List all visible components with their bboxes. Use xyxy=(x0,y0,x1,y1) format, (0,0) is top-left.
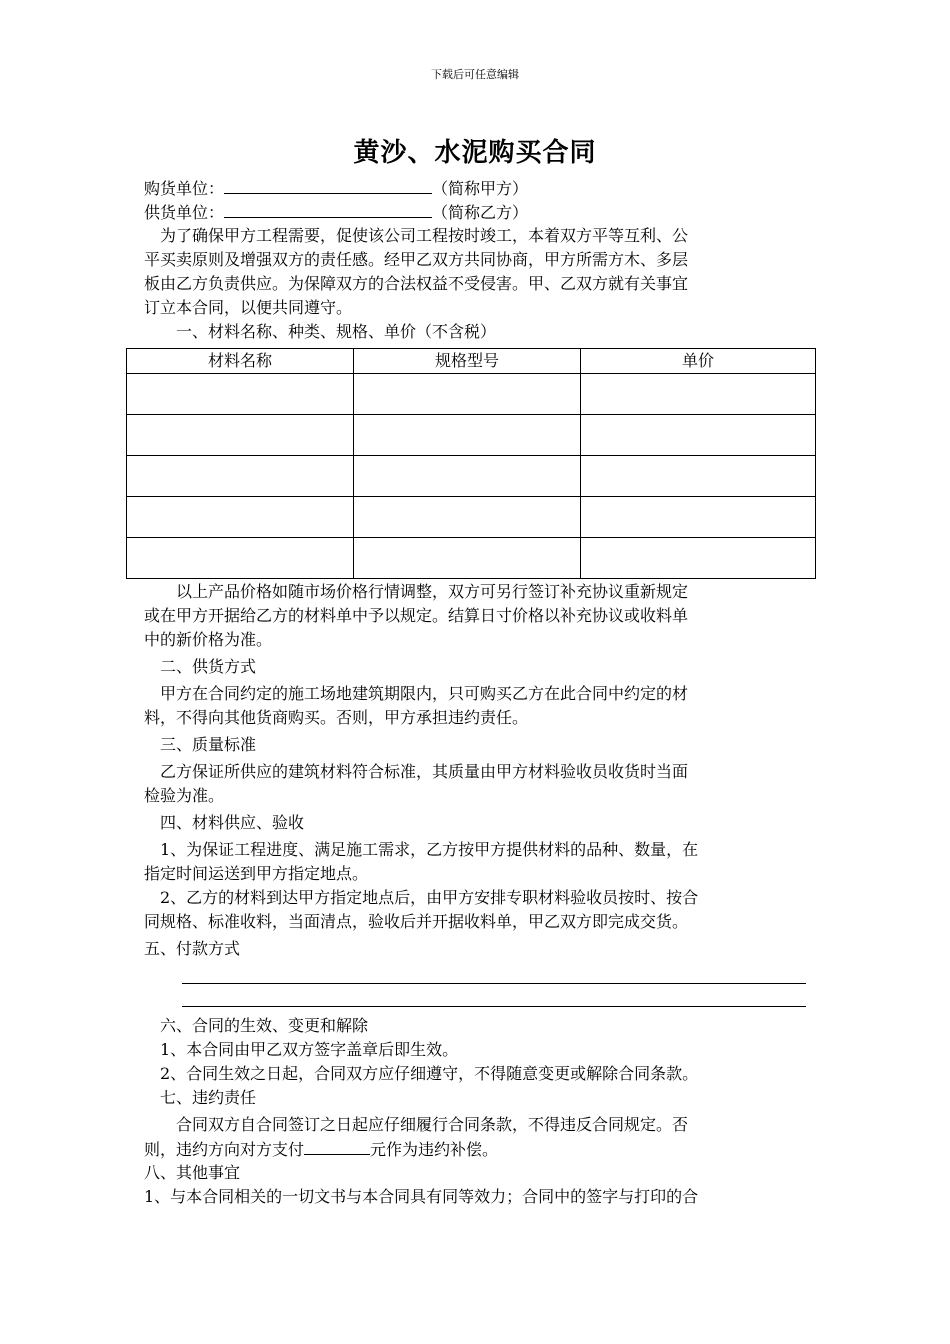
seller-suffix: （简称乙方） xyxy=(432,203,529,222)
section-6-line: 1、本合同由甲乙双方签字盖章后即生效。 xyxy=(144,1040,459,1059)
section-3-line: 乙方保证所供应的建筑材料符合标准，其质量由甲方材料验收员收货时当面 xyxy=(144,762,689,781)
table-row xyxy=(127,415,816,456)
table-row xyxy=(127,538,816,579)
buyer-suffix: （简称甲方） xyxy=(432,179,529,198)
table-cell[interactable] xyxy=(581,456,816,497)
payment-blank-line[interactable] xyxy=(182,984,806,1007)
seller-label: 供货单位： xyxy=(144,203,225,222)
section-5-title: 五、付款方式 xyxy=(144,939,241,958)
buyer-blank[interactable] xyxy=(224,176,432,194)
table-cell[interactable] xyxy=(354,415,581,456)
section-4-line: 2、乙方的材料到达甲方指定地点后，由甲方安排专职材料验收员按时、按合 xyxy=(144,888,699,907)
table-cell[interactable] xyxy=(354,538,581,579)
section-2-title: 二、供货方式 xyxy=(144,657,257,676)
section-8-line: 1、与本合同相关的一切文书与本合同具有同等效力；合同中的签字与打印的合 xyxy=(144,1187,699,1206)
section-6-line: 2、合同生效之日起，合同双方应仔细遵守，不得随意变更或解除合同条款。 xyxy=(144,1064,699,1083)
buyer-label: 购货单位： xyxy=(144,179,225,198)
section-2-line: 甲方在合同约定的施工场地建筑期限内，只可购买乙方在此合同中约定的材 xyxy=(144,684,689,703)
intro-line: 为了确保甲方工程需要，促使该公司工程按时竣工，本着双方平等互利、公 xyxy=(144,226,689,245)
table-row xyxy=(127,374,816,415)
section-2-line: 料，不得向其他货商购买。否则，甲方承担违约责任。 xyxy=(144,708,529,727)
column-header: 材料名称 xyxy=(127,349,354,374)
penalty-amount-blank[interactable] xyxy=(304,1137,370,1155)
section-7-line xyxy=(144,1137,806,1161)
seller-line xyxy=(144,200,806,224)
table-cell[interactable] xyxy=(354,374,581,415)
payment-blank-line[interactable] xyxy=(182,961,806,984)
contract-body-continued xyxy=(144,580,806,1209)
table-header-row xyxy=(127,349,816,374)
buyer-line xyxy=(144,176,806,200)
seller-blank[interactable] xyxy=(224,200,432,218)
table-cell[interactable] xyxy=(581,538,816,579)
table-cell[interactable] xyxy=(581,374,816,415)
table-cell[interactable] xyxy=(354,456,581,497)
price-note-line: 中的新价格为准。 xyxy=(144,630,273,649)
table-cell[interactable] xyxy=(127,538,354,579)
table-cell[interactable] xyxy=(354,497,581,538)
contract-body xyxy=(144,176,806,344)
section-1-title: 一、材料名称、种类、规格、单价（不含税） xyxy=(144,322,497,341)
section-3-title: 三、质量标准 xyxy=(144,735,257,754)
section-7-line: 合同双方自合同签订之日起应仔细履行合同条款，不得违反合同规定。否 xyxy=(144,1115,689,1134)
document-title: 黄沙、水泥购买合同 xyxy=(353,138,597,168)
table-cell[interactable] xyxy=(127,374,354,415)
table-cell[interactable] xyxy=(127,497,354,538)
intro-line: 板由乙方负责供应。为保障双方的合法权益不受侵害。甲、乙双方就有关事宜 xyxy=(144,274,689,293)
column-header: 单价 xyxy=(581,349,816,374)
price-note-line: 或在甲方开据给乙方的材料单中予以规定。结算日寸价格以补充协议或收料单 xyxy=(144,606,689,625)
price-note-line: 以上产品价格如随市场价格行情调整，双方可另行签订补充协议重新规定 xyxy=(144,582,689,601)
table-cell[interactable] xyxy=(127,415,354,456)
section-8-title: 八、其他事宜 xyxy=(144,1163,241,1182)
section-7-title: 七、违约责任 xyxy=(144,1088,257,1107)
section-6-title: 六、合同的生效、变更和解除 xyxy=(144,1016,369,1035)
table-cell[interactable] xyxy=(581,415,816,456)
intro-line: 订立本合同，以便共同遵守。 xyxy=(144,298,353,317)
section-4-title: 四、材料供应、验收 xyxy=(144,813,305,832)
table-cell[interactable] xyxy=(581,497,816,538)
section-4-line: 同规格、标准收料，当面清点，验收后并开据收料单，甲乙双方即完成交货。 xyxy=(144,912,689,931)
page-header: 下载后可任意编辑 xyxy=(431,68,519,81)
table-row xyxy=(127,497,816,538)
section-4-line: 指定时间运送到甲方指定地点。 xyxy=(144,864,369,883)
column-header: 规格型号 xyxy=(354,349,581,374)
penalty-text-before: 则，违约方向对方支付 xyxy=(144,1140,305,1159)
table-row xyxy=(127,456,816,497)
section-4-line: 1、为保证工程进度、满足施工需求，乙方按甲方提供材料的品种、数量，在 xyxy=(144,840,699,859)
materials-table xyxy=(126,348,816,579)
section-3-line: 检验为准。 xyxy=(144,786,225,805)
intro-line: 平买卖原则及增强双方的责任感。经甲乙双方共同协商，甲方所需方木、多层 xyxy=(144,250,689,269)
penalty-text-after: 元作为违约补偿。 xyxy=(370,1140,499,1159)
table-cell[interactable] xyxy=(127,456,354,497)
